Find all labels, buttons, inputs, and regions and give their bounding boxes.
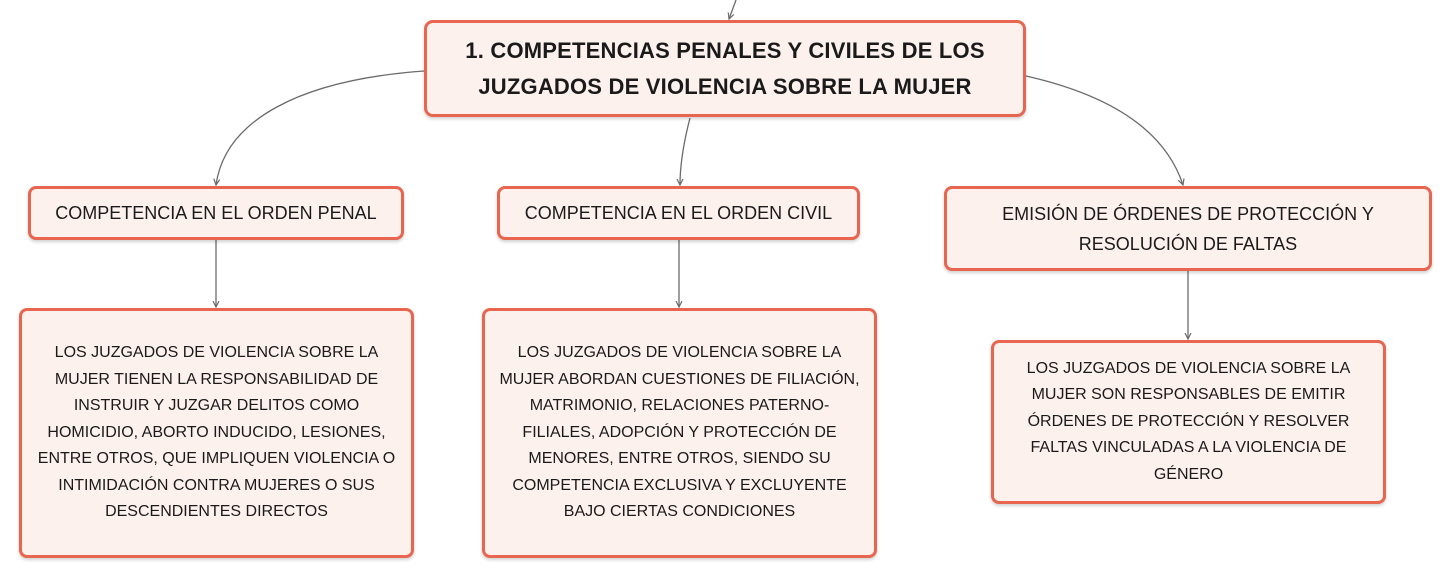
topic-penal-line-1: COMPETENCIA EN EL ORDEN PENAL (55, 203, 377, 223)
topic-protection-label (996, 199, 1380, 259)
detail-line: HOMICIDIO, ABORTO INDUCIDO, LESIONES, (47, 423, 386, 441)
detail-line: ENTRE OTROS, QUE IMPLIQUEN VIOLENCIA O (37, 450, 396, 468)
topic-civil-line-1: COMPETENCIA EN EL ORDEN CIVIL (524, 203, 833, 223)
subtopic-penal-detail[interactable] (19, 308, 414, 558)
central-topic-line-2: JUZGADOS DE VIOLENCIA SOBRE LA MUJER (478, 73, 972, 99)
topic-protection-line-2: RESOLUCIÓN DE FALTAS (1078, 233, 1298, 254)
detail-line: DESCENDIENTES DIRECTOS (105, 503, 328, 521)
topic-protection-line-1: EMISIÓN DE ÓRDENES DE PROTECCIÓN Y (1002, 203, 1374, 224)
detail-line: MUJER SON RESPONSABLES DE EMITIR (1031, 386, 1346, 404)
subtopic-protection-detail[interactable] (991, 340, 1386, 504)
topic-penal[interactable] (28, 186, 404, 240)
subtopic-penal-text (32, 340, 401, 526)
central-topic-label (459, 33, 990, 105)
topic-protection[interactable] (944, 186, 1432, 271)
subtopic-civil-text (493, 340, 865, 526)
topic-civil-label (519, 198, 838, 228)
subtopic-protection-text (1021, 356, 1357, 489)
incoming-connector (729, 0, 736, 19)
subtopic-civil-detail[interactable] (482, 308, 877, 558)
connector-root-to-civil (680, 118, 690, 185)
detail-line: COMPETENCIA EXCLUSIVA Y EXCLUYENTE (512, 476, 847, 494)
detail-line: GÉNERO (1153, 465, 1224, 483)
connector-root-to-penal (216, 71, 424, 185)
detail-line: MATRIMONIO, RELACIONES PATERNO- (529, 397, 830, 415)
detail-line: ÓRDENES DE PROTECCIÓN Y RESOLVER (1027, 412, 1350, 430)
detail-line: FILIALES, ADOPCIÓN Y PROTECCIÓN DE (522, 423, 837, 441)
detail-line: BAJO CIERTAS CONDICIONES (563, 503, 796, 521)
detail-line: INSTRUIR Y JUZGAR DELITOS COMO (73, 397, 360, 415)
detail-line: MUJER TIENEN LA RESPONSABILIDAD DE (54, 370, 379, 388)
detail-line: LOS JUZGADOS DE VIOLENCIA SOBRE LA (517, 344, 842, 362)
detail-line: MENORES, ENTRE OTROS, SIENDO SU (528, 450, 831, 468)
central-topic[interactable] (424, 20, 1026, 117)
topic-civil[interactable] (497, 186, 860, 240)
detail-line: INTIMIDACIÓN CONTRA MUJERES O SUS (58, 476, 375, 494)
connector-root-to-protection (1026, 76, 1183, 185)
topic-penal-label (49, 198, 382, 228)
detail-line: MUJER ABORDAN CUESTIONES DE FILIACIÓN, (499, 370, 860, 388)
detail-line: LOS JUZGADOS DE VIOLENCIA SOBRE LA (1026, 359, 1351, 377)
detail-line: LOS JUZGADOS DE VIOLENCIA SOBRE LA (54, 344, 379, 362)
detail-line: FALTAS VINCULADAS A LA VIOLENCIA DE (1030, 439, 1347, 457)
central-topic-line-1: 1. COMPETENCIAS PENALES Y CIVILES DE LOS (465, 37, 985, 63)
